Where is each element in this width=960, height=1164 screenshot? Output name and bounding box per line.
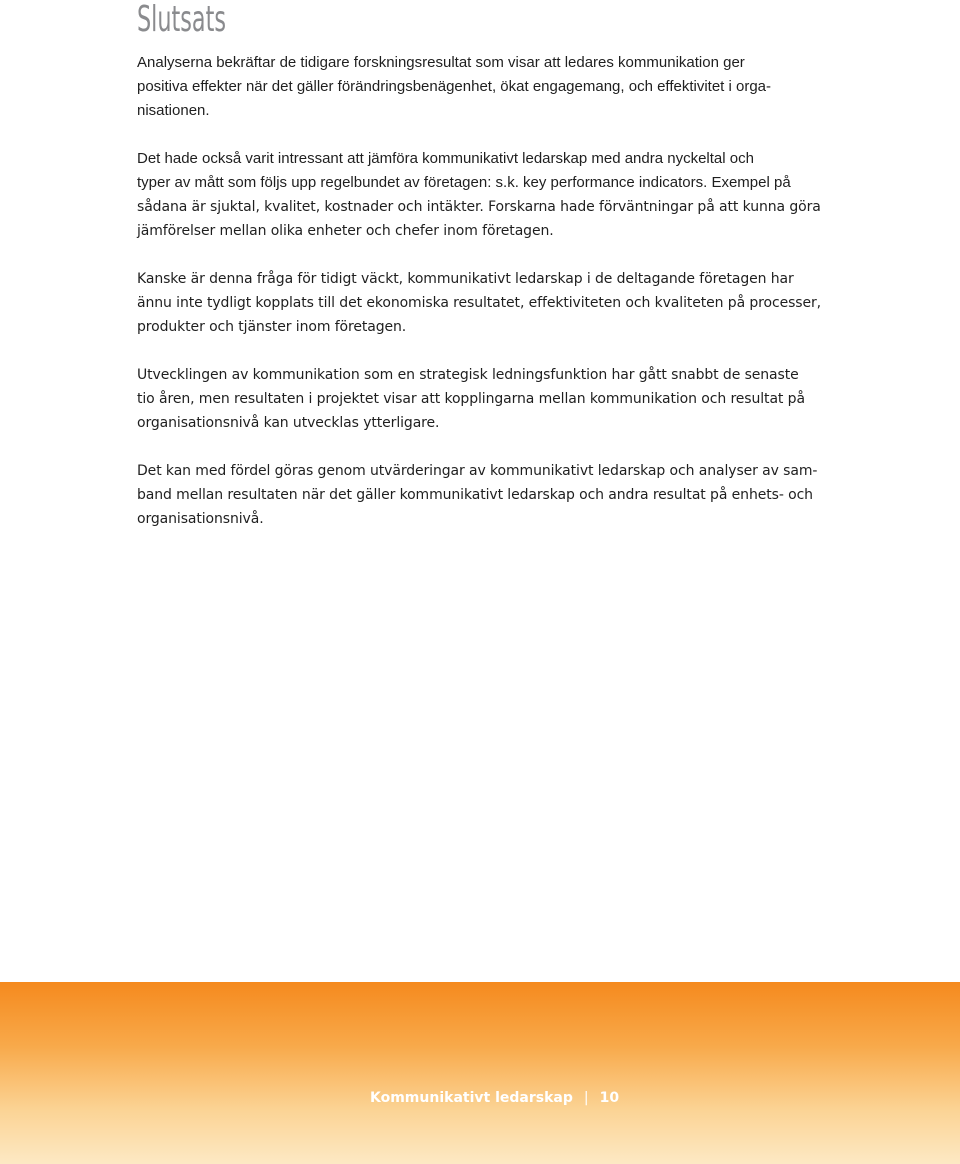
paragraph-line: typer av mått som följs upp regelbundet av företagen: s.k. key performance indicators. Exempel på [137,174,791,191]
paragraph-kpi-comparison [137,147,837,243]
paragraph-line: organisationsnivå. [137,511,264,527]
article-body [137,51,837,555]
paragraph-evaluation [137,459,837,531]
paragraph-line: Kanske är denna fråga för tidigt väckt, kommunikativt ledarskap i de deltagande företagen har [137,271,794,287]
page-footer [370,1088,619,1108]
page-number: 10 [599,1090,620,1106]
footer-band [0,982,960,1164]
page-title: Slutsats [137,0,226,40]
footer-separator: | [583,1090,589,1106]
paragraph-early-question [137,267,837,339]
paragraph-line: tio åren, men resultaten i projektet visar att kopplingarna mellan kommunikation och resultat på [137,391,805,407]
paragraph-line: band mellan resultaten när det gäller kommunikativt ledarskap och andra resultat på enhets- och [137,487,813,503]
paragraph-findings [137,51,837,123]
paragraph-line: nisationen. [137,102,210,119]
paragraph-line: Det hade också varit intressant att jämföra kommunikativt ledarskap med andra nyckeltal och [137,150,754,167]
paragraph-line: jämförelser mellan olika enheter och chefer inom företagen. [137,223,554,239]
paragraph-line: sådana är sjuktal, kvalitet, kostnader och intäkter. Forskarna hade förväntningar på att kunna göra [137,199,821,215]
paragraph-line: ännu inte tydligt kopplats till det ekonomiska resultatet, effektiviteten och kvaliteten på processer, [137,295,822,311]
paragraph-line: produkter och tjänster inom företagen. [137,319,407,335]
paragraph-line: Utvecklingen av kommunikation som en strategisk ledningsfunktion har gått snabbt de senaste [137,367,799,383]
paragraph-development [137,363,837,435]
paragraph-line: Analyserna bekräftar de tidigare forskningsresultat som visar att ledares kommunikation ger [137,54,745,71]
paragraph-line: positiva effekter när det gäller förändringsbenägenhet, ökat engagemang, och effektivitet i orga- [137,78,772,95]
publication-name: Kommunikativt ledarskap [370,1090,573,1106]
paragraph-line: Det kan med fördel göras genom utvärderingar av kommunikativt ledarskap och analyser av sam- [137,463,818,479]
paragraph-line: organisationsnivå kan utvecklas ytterligare. [137,415,440,431]
